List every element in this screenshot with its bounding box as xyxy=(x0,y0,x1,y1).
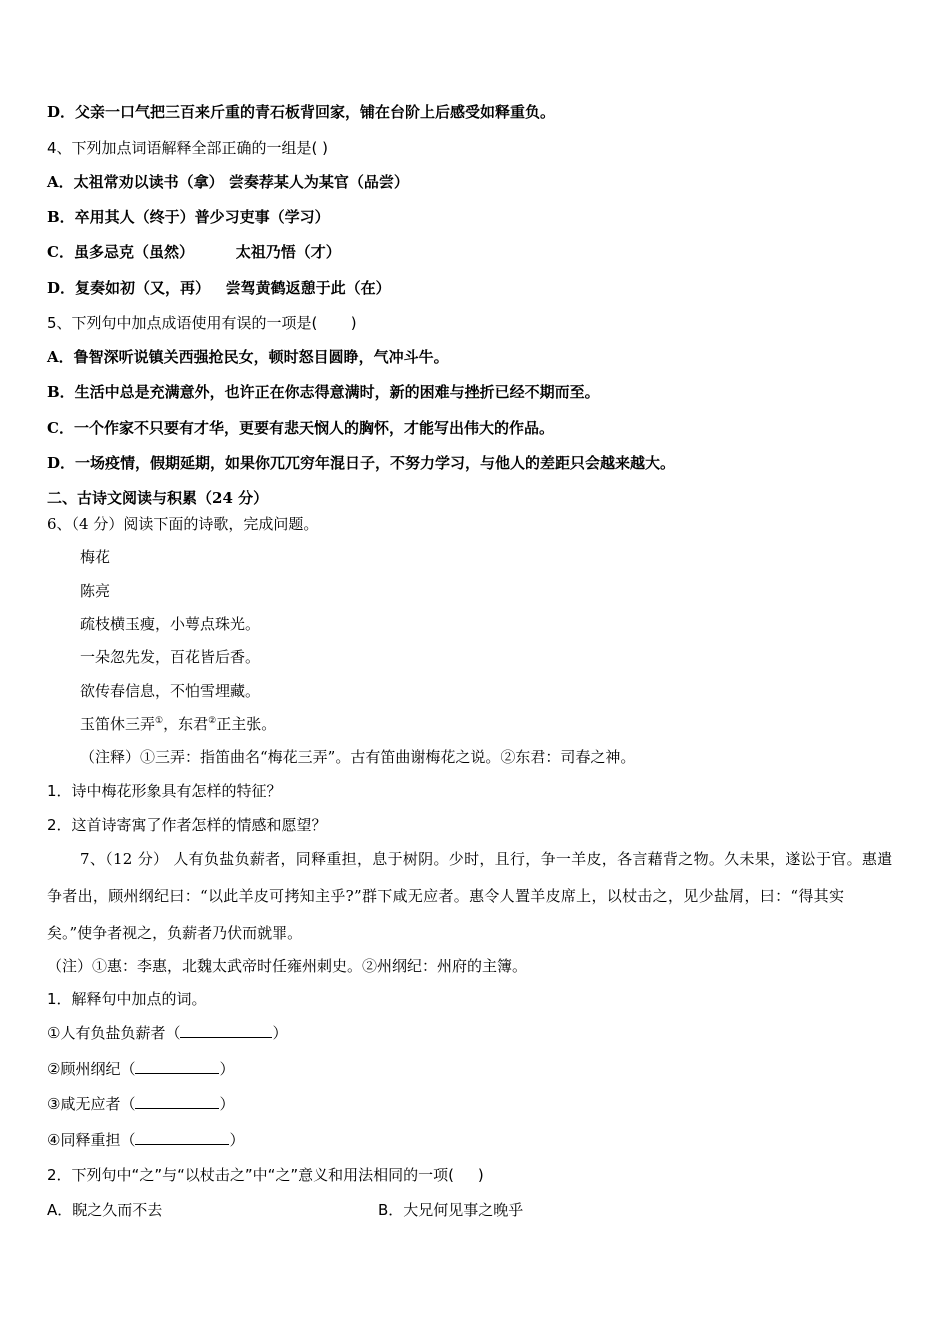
q7-sub-question-2: 2．下列句中“之”与“以杖击之”中“之”意义和用法相同的一项( ) xyxy=(47,1166,484,1184)
blank-item-label: ①人有负盐负薪者（ xyxy=(47,1024,181,1042)
q5-option-d: D．一场疫情，假期延期，如果你兀兀穷年混日子，不努力学习，与他人的差距只会越来越大。 xyxy=(47,454,676,472)
answer-blank[interactable] xyxy=(180,1023,272,1038)
poem-line: 欲传春信息，不怕雪埋藏。 xyxy=(80,682,261,700)
q7-option-a: A．睨之久而不去 xyxy=(47,1201,163,1219)
q7-blank-item-4 xyxy=(47,1130,244,1150)
q7-blank-item-1 xyxy=(47,1023,287,1043)
poem-line-text: ，东君 xyxy=(163,715,209,733)
blank-item-label: ④同释重担（ xyxy=(47,1131,136,1149)
q7-blank-item-2 xyxy=(47,1059,234,1079)
poem-line-text: 玉笛休三弄 xyxy=(80,715,156,733)
q7-notes: （注）①惠：李惠，北魏太武帝时任雍州刺史。②州纲纪：州府的主簿。 xyxy=(47,957,528,975)
q5-option-b: B．生活中总是充满意外，也许正在你志得意满时，新的困难与挫折已经不期而至。 xyxy=(47,383,600,401)
q6-stem: 6、（4 分）阅读下面的诗歌，完成问题。 xyxy=(47,515,319,533)
poem-line xyxy=(80,714,276,734)
q5-stem: 5、下列句中加点成语使用有误的一项是( ) xyxy=(47,314,357,332)
poem-author: 陈亮 xyxy=(80,582,111,600)
blank-item-close: ） xyxy=(219,1095,235,1113)
blank-item-label: ②顾州纲纪（ xyxy=(47,1060,136,1078)
q5-option-a: A．鲁智深听说镇关西强抢民女，顿时怒目圆睁，气冲斗牛。 xyxy=(47,348,449,366)
q7-blank-item-3 xyxy=(47,1094,234,1114)
q5-option-c: C．一个作家不只要有才华，更要有悲天悯人的胸怀，才能写出伟大的作品。 xyxy=(47,419,554,437)
blank-item-close: ） xyxy=(272,1024,288,1042)
blank-item-close: ） xyxy=(229,1131,245,1149)
q4-stem: 4、下列加点词语解释全部正确的一组是( ) xyxy=(47,139,329,157)
q6-sub-question-1: 1．诗中梅花形象具有怎样的特征？ xyxy=(47,782,282,800)
answer-blank[interactable] xyxy=(135,1059,219,1074)
q3-option-d: D．父亲一口气把三百来斤重的青石板背回家，铺在台阶上后感受如释重负。 xyxy=(47,103,556,121)
q4-option-d: D．复奏如初（又，再） 尝驾黄鹤返憩于此（在） xyxy=(47,279,391,297)
q6-sub-question-2: 2．这首诗寄寓了作者怎样的情感和愿望？ xyxy=(47,816,327,834)
q7-passage-line-3: 矣。”使争者视之，负薪者乃伏而就罪。 xyxy=(47,924,303,942)
answer-blank[interactable] xyxy=(135,1130,229,1145)
blank-item-close: ） xyxy=(219,1060,235,1078)
answer-blank[interactable] xyxy=(135,1094,219,1109)
poem-line: 一朵忽先发，百花皆后香。 xyxy=(80,648,261,666)
q4-option-b: B．卒用其人（终于）普少习吏事（学习） xyxy=(47,208,330,226)
q7-option-b: B．大兄何见事之晚乎 xyxy=(378,1201,524,1219)
poem-notes: （注释）①三弄：指笛曲名“梅花三弄”。古有笛曲谢梅花之说。②东君：司春之神。 xyxy=(80,748,636,766)
q4-option-c: C．虽多忌克（虽然） 太祖乃悟（才） xyxy=(47,243,341,261)
footnote-mark: ② xyxy=(208,716,217,726)
q7-passage-line-2: 争者出，顾州纲纪曰：“以此羊皮可拷知主乎?”群下咸无应者。惠令人置羊皮席上，以杖击之，见少盐屑，曰：“得其实 xyxy=(47,887,845,905)
footnote-mark: ① xyxy=(155,716,164,726)
blank-item-label: ③咸无应者（ xyxy=(47,1095,136,1113)
q7-sub-question-1: 1．解释句中加点的词。 xyxy=(47,990,207,1008)
q4-option-a: A．太祖常劝以读书（拿） 尝奏荐某人为某官（品尝） xyxy=(47,173,409,191)
section-heading: 二、古诗文阅读与积累（24 分） xyxy=(47,489,269,507)
q7-passage-line-1: 7、（12 分） 人有负盐负薪者，同释重担，息于树阴。少时，且行，争一羊皮，各言藉背之物。久未果，遂讼于官。惠遣 xyxy=(80,850,893,868)
poem-line: 疏枝横玉瘦，小萼点珠光。 xyxy=(80,615,261,633)
poem-line-text: 正主张。 xyxy=(216,715,277,733)
poem-title: 梅花 xyxy=(80,548,111,566)
